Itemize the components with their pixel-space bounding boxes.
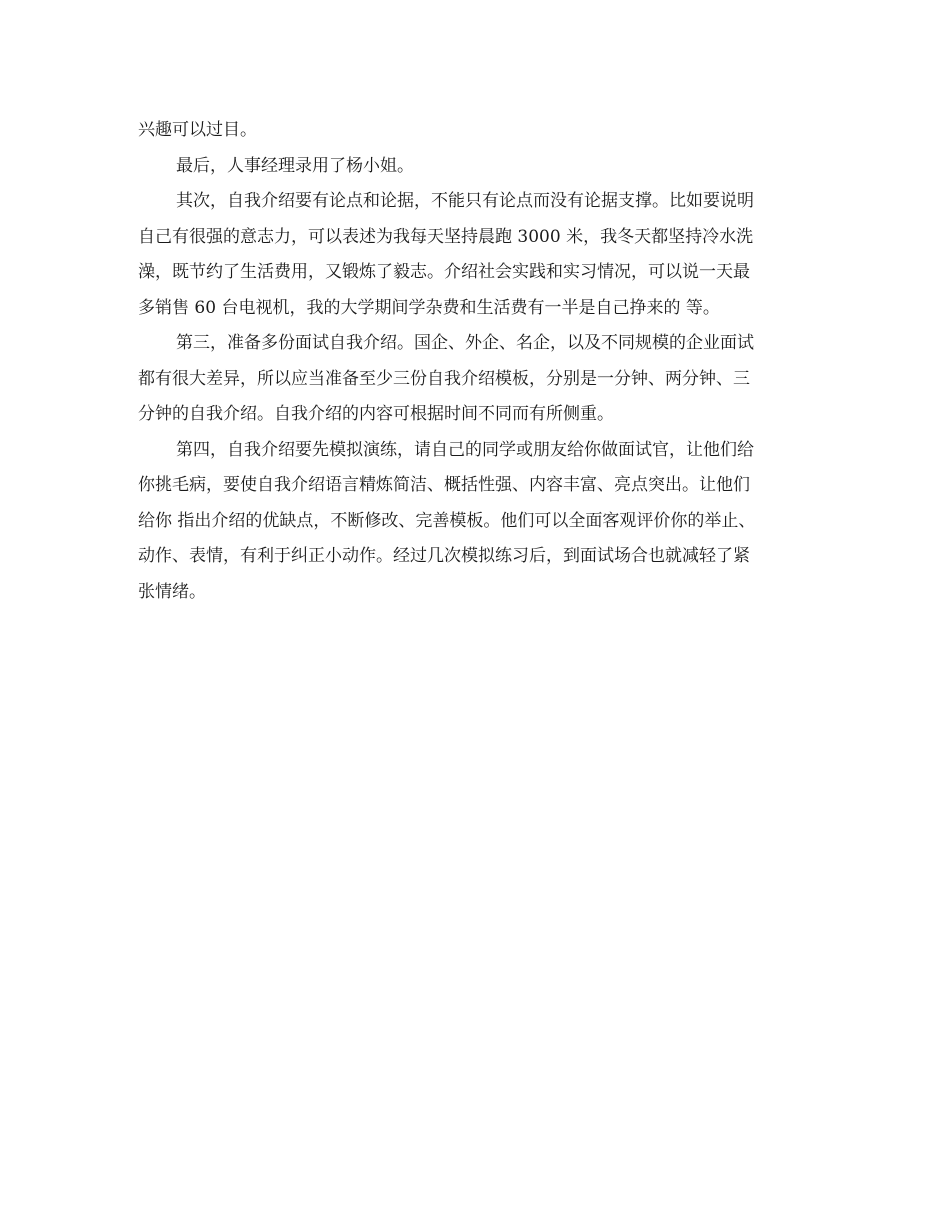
text-line: 都有很大差异，所以应当准备至少三份自我介绍模板，分别是一分钟、两分钟、三 — [138, 368, 750, 389]
paragraph-first-line: 第三，准备多份面试自我介绍。国企、外企、名企，以及不同规模的企业面试 — [176, 333, 754, 353]
text-line: 给你 指出介绍的优缺点，不断修改、完善模板。他们可以全面客观评价你的举止、 — [138, 510, 756, 531]
text-line: 你挑毛病，要使自我介绍语言精炼简洁、概括性强、内容丰富、亮点突出。让他们 — [138, 475, 750, 495]
text-line: 自己有很强的意志力，可以表述为我每天坚持晨跑 3000 米，我冬天都坚持冷水洗 — [138, 226, 754, 247]
text-line: 兴趣可以过目。 — [138, 120, 257, 140]
paragraph-first-line: 最后，人事经理录用了杨小姐。 — [176, 155, 414, 176]
document-body — [138, 113, 818, 610]
paragraph-first-line: 第四，自我介绍要先模拟演练，请自己的同学或朋友给你做面试官，让他们给 — [176, 439, 754, 460]
paragraph-first-line: 其次，自我介绍要有论点和论据，不能只有论点而没有论据支撑。比如要说明 — [176, 191, 754, 211]
text-line: 分钟的自我介绍。自我介绍的内容可根据时间不同而有所侧重。 — [138, 404, 614, 424]
text-line: 澡，既节约了生活费用，又锻炼了毅志。介绍社会实践和实习情况，可以说一天最 — [138, 262, 750, 282]
text-line: 多销售 60 台电视机，我的大学期间学杂费和生活费有一半是自己挣来的 等。 — [138, 297, 720, 318]
text-line: 张情绪。 — [138, 581, 206, 602]
text-line: 动作、表情，有利于纠正小动作。经过几次模拟练习后，到面试场合也就减轻了紧 — [138, 546, 750, 566]
